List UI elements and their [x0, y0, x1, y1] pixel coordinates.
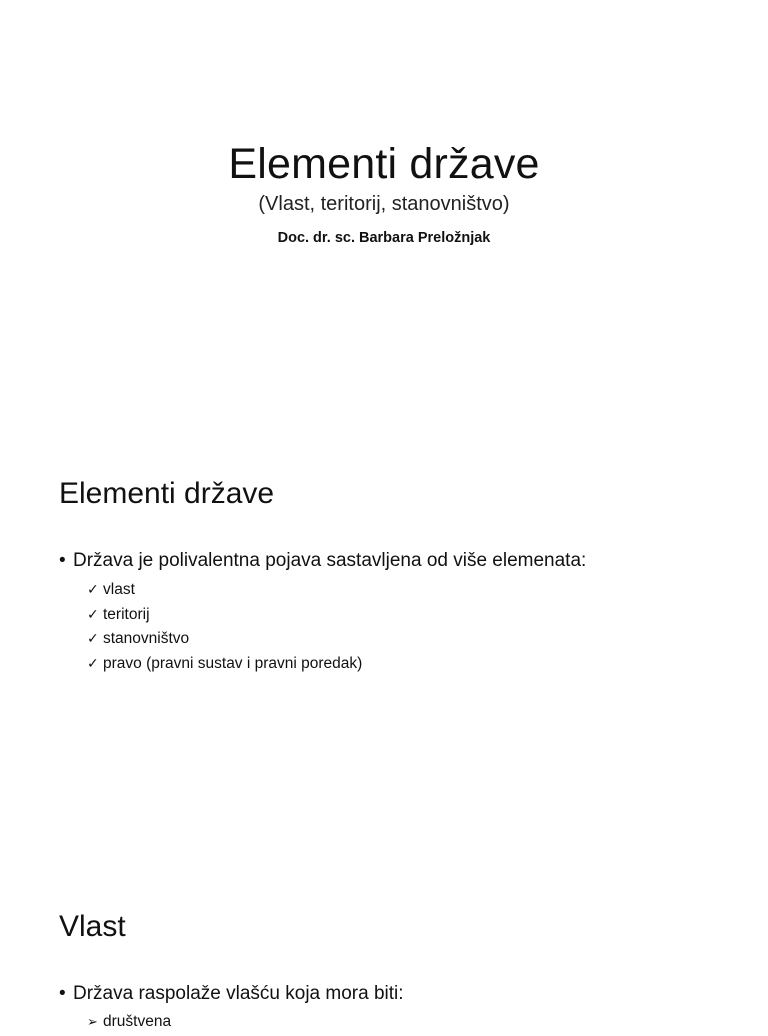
checkmark-icon: ✓	[87, 655, 99, 672]
author-line: Doc. dr. sc. Barbara Preložnjak	[277, 230, 491, 246]
slide-heading: Elementi države	[59, 477, 275, 510]
bullet-item	[59, 550, 586, 572]
bullet-icon: •	[59, 983, 66, 1004]
vlast-list	[87, 1010, 171, 1036]
bullet-icon: •	[59, 550, 66, 571]
list-item-label: pravo (pravni sustav i pravni poredak)	[103, 654, 363, 672]
list-item-label: stanovništvo	[103, 630, 190, 647]
checkmark-icon: ✓	[87, 582, 99, 598]
list-item	[87, 603, 362, 628]
vlast-slide	[0, 864, 768, 1030]
list-item	[87, 578, 362, 603]
slide-subtitle: (Vlast, teritorij, stanovništvo)	[258, 193, 510, 215]
bullet-item	[59, 983, 404, 1005]
list-item-label: društvena	[103, 1013, 172, 1030]
title-slide	[0, 0, 768, 432]
elements-slide	[0, 432, 768, 864]
list-item-label: vlast	[103, 581, 135, 598]
list-item	[87, 1010, 171, 1036]
slide-heading: Vlast	[59, 910, 126, 943]
slide-title: Elementi države	[228, 140, 540, 188]
list-item	[87, 627, 362, 652]
bullet-text: Država je polivalentna pojava sastavljena od više elemenata:	[73, 550, 587, 571]
checkmark-icon: ✓	[87, 631, 99, 647]
checkmark-icon: ✓	[87, 606, 99, 623]
bullet-text: Država raspolaže vlašću koja mora biti:	[73, 983, 404, 1004]
arrow-bullet-icon: ➢	[87, 1015, 98, 1030]
list-item	[87, 652, 362, 677]
element-list	[87, 578, 362, 676]
list-item-label: teritorij	[103, 605, 150, 623]
